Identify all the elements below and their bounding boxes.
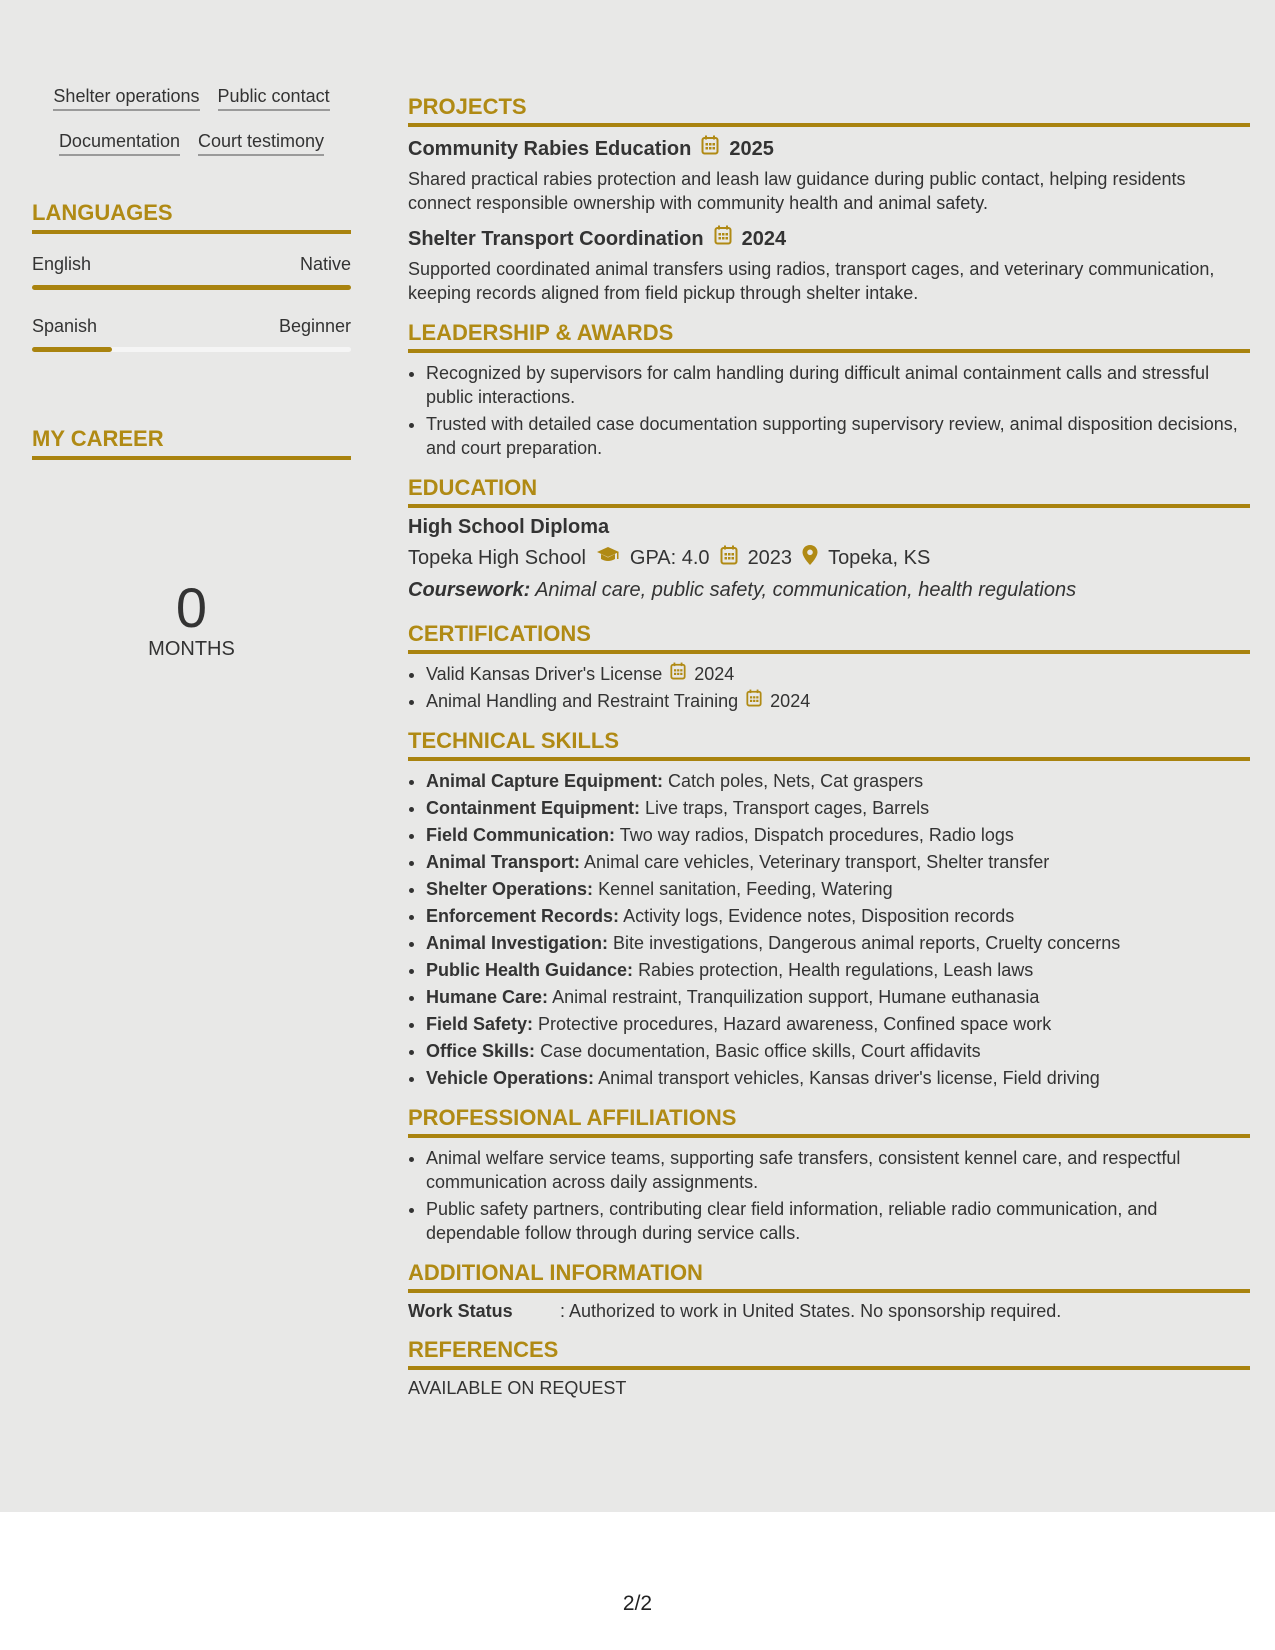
skill-category: Office Skills: — [426, 1041, 536, 1061]
language-level: Native — [299, 254, 351, 274]
skill-category: Humane Care: — [426, 987, 549, 1007]
skill-category: Shelter Operations: — [426, 879, 594, 899]
calendar-icon — [701, 135, 719, 163]
education-section — [408, 474, 1250, 602]
gpa: GPA: 4.0 — [629, 546, 710, 569]
certification-name: • Valid Kansas Driver's License — [426, 664, 663, 684]
project-description: Shared practical rabies protection and leash law guidance during public contact, helping residents connect responsible ownership with community health and animal safety. — [408, 169, 1186, 213]
language-bar — [32, 347, 351, 352]
skill-values: Protective procedures, Hazard awareness, Confined space work — [538, 1014, 1052, 1034]
skill-values: Animal transport vehicles, Kansas driver's license, Field driving — [598, 1068, 1100, 1088]
skill-values: Two way radios, Dispatch procedures, Radio logs — [619, 825, 1014, 845]
list-item: • Recognized by supervisors for calm handling during difficult animal containment calls and stressful public interactions. — [426, 361, 1250, 409]
additional-info-section — [408, 1259, 1250, 1322]
school-location: Topeka, KS — [828, 546, 931, 569]
skill-item — [426, 769, 1250, 793]
skill-category: Vehicle Operations: — [426, 1068, 595, 1088]
skill-values: Activity logs, Evidence notes, Disposition records — [623, 906, 1015, 926]
affiliations-section — [408, 1104, 1250, 1245]
skill-category: Public Health Guidance: — [426, 960, 634, 980]
list-item — [426, 662, 1250, 686]
project-title: Community Rabies Education — [408, 138, 692, 160]
languages-heading: LANGUAGES — [32, 200, 351, 234]
section-heading: TECHNICAL SKILLS — [408, 727, 1250, 761]
skill-item — [426, 985, 1250, 1009]
calendar-icon — [720, 545, 738, 571]
project-year: 2025 — [729, 138, 774, 160]
page-number: 2/2 — [622, 1592, 653, 1615]
work-status-label: Work Status — [408, 1301, 513, 1321]
skill-item — [426, 931, 1250, 955]
career-heading: MY CAREER — [32, 426, 351, 460]
skill-item — [426, 1012, 1250, 1036]
left-column — [32, 84, 351, 661]
right-column — [408, 93, 1250, 1399]
section-heading: PROJECTS — [408, 93, 1250, 127]
language-name: English — [32, 254, 92, 274]
section-heading: LEADERSHIP & AWARDS — [408, 319, 1250, 353]
section-heading: PROFESSIONAL AFFILIATIONS — [408, 1104, 1250, 1138]
skill-tags — [32, 84, 351, 174]
language-spanish — [32, 316, 351, 352]
skill-category: Field Communication: — [426, 825, 615, 845]
work-status-value: : Authorized to work in United States. No sponsorship required. — [560, 1301, 1062, 1321]
skill-values: Live traps, Transport cages, Barrels — [645, 798, 930, 818]
skill-item — [426, 904, 1250, 928]
calendar-icon — [746, 689, 762, 713]
section-heading: ADDITIONAL INFORMATION — [408, 1259, 1250, 1293]
section-heading: CERTIFICATIONS — [408, 620, 1250, 654]
tag-documentation: Documentation — [59, 129, 180, 156]
skill-category: Animal Investigation: — [426, 933, 609, 953]
list-item: • Public safety partners, contributing clear field information, reliable radio communication, and dependable follow through during service calls. — [426, 1197, 1250, 1245]
section-heading: EDUCATION — [408, 474, 1250, 508]
calendar-icon — [714, 225, 732, 253]
list-item: • Animal welfare service teams, supporting safe transfers, consistent kennel care, and respectful communication across daily assignments. — [426, 1146, 1250, 1194]
skill-item — [426, 1039, 1250, 1063]
projects-section — [408, 93, 1250, 305]
skill-values: Bite investigations, Dangerous animal reports, Cruelty concerns — [613, 933, 1121, 953]
list-item: • Trusted with detailed case documentation supporting supervisory review, animal disposition decisions, and court preparation. — [426, 412, 1250, 460]
skill-category: Containment Equipment: — [426, 798, 640, 818]
tag-shelter-operations: Shelter operations — [53, 84, 199, 111]
skill-values: Animal care vehicles, Veterinary transport, Shelter transfer — [584, 852, 1050, 872]
certification-year: 2024 — [770, 691, 811, 711]
skill-item — [426, 877, 1250, 901]
graduation-year: 2023 — [747, 546, 793, 569]
language-bar-fill — [32, 347, 112, 352]
skill-item — [426, 850, 1250, 874]
skill-values: Catch poles, Nets, Cat graspers — [668, 771, 924, 791]
language-level: Beginner — [278, 316, 351, 336]
leadership-section — [408, 319, 1250, 460]
career-unit: MONTHS — [148, 638, 235, 660]
skill-item — [426, 796, 1250, 820]
location-pin-icon — [802, 545, 818, 571]
skill-category: Animal Capture Equipment: — [426, 771, 664, 791]
certifications-section — [408, 620, 1250, 713]
career-value: 0 — [175, 576, 208, 639]
skill-category: Animal Transport: — [426, 852, 581, 872]
skills-list — [408, 769, 1250, 1090]
project-item — [408, 135, 1250, 215]
skill-values: Rabies protection, Health regulations, Leash laws — [638, 960, 1034, 980]
language-bar-fill — [32, 285, 351, 290]
tag-court-testimony: Court testimony — [198, 129, 324, 156]
technical-skills-section — [408, 727, 1250, 1090]
skill-item — [426, 958, 1250, 982]
skill-item — [426, 1066, 1250, 1090]
skill-category: Field Safety: — [426, 1014, 534, 1034]
calendar-icon — [670, 662, 686, 686]
project-year: 2024 — [741, 228, 787, 250]
skill-values: Case documentation, Basic office skills, Court affidavits — [540, 1041, 981, 1061]
graduation-cap-icon — [596, 546, 620, 570]
skill-values: Animal restraint, Tranquilization support, Humane euthanasia — [552, 987, 1040, 1007]
school-name: Topeka High School — [408, 546, 586, 569]
project-title: Shelter Transport Coordination — [408, 228, 704, 250]
language-english — [32, 254, 351, 290]
degree: High School Diploma — [408, 516, 610, 538]
language-name: Spanish — [32, 316, 98, 336]
tag-public-contact: Public contact — [218, 84, 330, 111]
section-heading: REFERENCES — [408, 1336, 1250, 1370]
coursework-label: Coursework: — [408, 579, 531, 601]
skill-item — [426, 823, 1250, 847]
list-item — [426, 689, 1250, 713]
references-section — [408, 1336, 1250, 1399]
skill-category: Enforcement Records: — [426, 906, 620, 926]
certification-year: 2024 — [694, 664, 735, 684]
project-description: Supported coordinated animal transfers using radios, transport cages, and veterinary communication, keeping records aligned from field pickup through shelter intake. — [408, 259, 1215, 303]
coursework: Animal care, public safety, communication, health regulations — [535, 579, 1077, 601]
references-text: AVAILABLE ON REQUEST — [408, 1378, 627, 1398]
language-bar — [32, 285, 351, 290]
project-item — [408, 225, 1250, 305]
certification-name: • Animal Handling and Restraint Training — [426, 691, 739, 711]
skill-values: Kennel sanitation, Feeding, Watering — [598, 879, 893, 899]
